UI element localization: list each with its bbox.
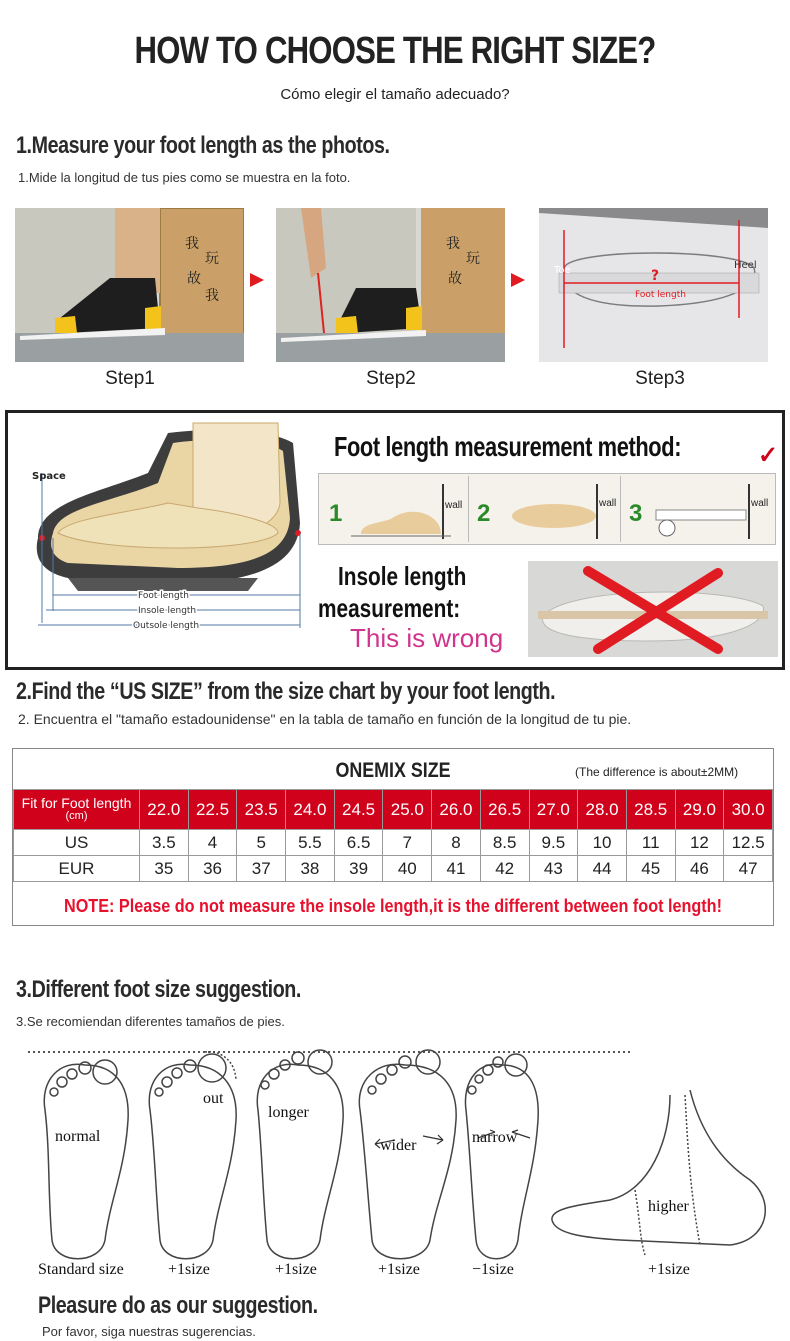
fit-cell: 30.0 (724, 790, 773, 830)
feet-diagram (0, 1040, 790, 1290)
us-cell: 4 (188, 830, 237, 856)
section1-title: 1.Measure your foot length as the photos. (16, 132, 390, 159)
size-chart-title: ONEMIX SIZE (335, 759, 451, 782)
svg-text:我: 我 (446, 236, 460, 252)
fit-cell: 22.0 (140, 790, 189, 830)
eur-cell: 40 (383, 856, 432, 882)
fit-header-label: Fit for Foot length (21, 794, 132, 811)
space-label: Space (32, 471, 66, 482)
fit-cell: 23.5 (237, 790, 286, 830)
us-cell: 8 (432, 830, 481, 856)
insole-title-line-2: measurement: (318, 593, 461, 623)
footer-title: Pleasure do as our suggestion. (38, 1292, 318, 1319)
size-chart (12, 748, 774, 926)
fit-cell: 24.0 (286, 790, 335, 830)
foot-label-narrow: narrow (472, 1129, 518, 1146)
fit-cell: 26.5 (480, 790, 529, 830)
us-cell: 10 (578, 830, 627, 856)
section2-title: 2.Find the “US SIZE” from the size chart by your foot length. (16, 678, 556, 705)
method-panel-3 (623, 476, 773, 542)
eur-cell: 45 (626, 856, 675, 882)
fit-row-header (14, 790, 140, 830)
size-label-standard: Standard size (38, 1261, 124, 1278)
section3-title: 3.Different foot size suggestion. (16, 976, 301, 1003)
fit-header-unit: (cm) (65, 809, 88, 822)
method-title: Foot length measurement method: (334, 431, 682, 462)
size-label-longer: +1size (275, 1261, 317, 1278)
panel-3-number: 3 (629, 500, 643, 527)
eur-cell: 44 (578, 856, 627, 882)
foot-label-out: out (203, 1090, 224, 1107)
step3-photo (539, 208, 768, 362)
us-row (14, 830, 773, 856)
step2-label: Step2 (366, 368, 416, 389)
outsole-length-line-label: Outsole length (133, 621, 200, 631)
step2-photo (276, 208, 505, 362)
footer-subtitle: Por favor, siga nuestras sugerencias. (42, 1324, 256, 1339)
size-table (13, 789, 773, 882)
foot-label-wider: wider (380, 1137, 417, 1154)
size-chart-note: NOTE: Please do not measure the insole length,it is the different between foot length! (64, 896, 722, 916)
method-panel-1 (321, 476, 469, 542)
eur-cell: 38 (286, 856, 335, 882)
fit-cell: 26.0 (432, 790, 481, 830)
foot-length-label: Foot length (635, 290, 686, 300)
this-is-wrong-label: This is wrong (350, 623, 504, 653)
fit-cell: 22.5 (188, 790, 237, 830)
svg-text:玩: 玩 (466, 251, 480, 267)
eur-cell: 35 (140, 856, 189, 882)
eur-cell: 36 (188, 856, 237, 882)
fit-cell: 28.5 (626, 790, 675, 830)
check-icon: ✓ (758, 442, 779, 469)
us-cell: 6.5 (334, 830, 383, 856)
section1-subtitle: 1.Mide la longitud de tus pies como se muestra en la foto. (18, 170, 351, 185)
measurement-method-panel (5, 410, 785, 670)
eur-cell: 37 (237, 856, 286, 882)
eur-cell: 39 (334, 856, 383, 882)
svg-text:故: 故 (448, 271, 462, 287)
size-label-out: +1size (168, 1261, 210, 1278)
panel-2-number: 2 (477, 500, 491, 527)
arrow-right-icon (250, 273, 264, 287)
eur-cell: 46 (675, 856, 724, 882)
wall-label: wall (751, 498, 769, 509)
heel-label: Heel (734, 260, 757, 271)
eur-row (14, 856, 773, 882)
step1-photo (15, 208, 244, 362)
fit-row (14, 790, 773, 830)
fit-cell: 25.0 (383, 790, 432, 830)
us-cell: 8.5 (480, 830, 529, 856)
us-cell: 11 (626, 830, 675, 856)
wall-label: wall (599, 498, 617, 509)
section3-subtitle: 3.Se recomiendan diferentes tamaños de pies. (16, 1014, 285, 1029)
svg-text:我: 我 (185, 236, 199, 252)
svg-text:故: 故 (187, 271, 201, 287)
size-chart-diff-note: (The difference is about±2MM) (575, 765, 739, 779)
size-label-narrow: −1size (472, 1261, 514, 1278)
insole-wrong-photo (528, 561, 778, 657)
arrow-right-icon (511, 273, 525, 287)
insole-title-line-1: Insole length (338, 561, 467, 591)
us-cell: 9.5 (529, 830, 578, 856)
us-cell: 5 (237, 830, 286, 856)
insole-length-line-label: Insole length (138, 606, 197, 616)
fit-cell: 29.0 (675, 790, 724, 830)
panel-1-number: 1 (329, 500, 343, 527)
us-cell: 12.5 (724, 830, 773, 856)
fit-cell: 27.0 (529, 790, 578, 830)
size-label-higher: +1size (648, 1261, 690, 1278)
shoe-diagram (8, 413, 308, 667)
us-cell: 3.5 (140, 830, 189, 856)
section2-subtitle: 2. Encuentra el "tamaño estadounidense" en la tabla de tamaño en función de la longitud de tu pie. (18, 711, 632, 727)
question-label: ? (651, 268, 660, 284)
us-cell: 5.5 (286, 830, 335, 856)
svg-text:我: 我 (205, 288, 219, 304)
us-cell: 7 (383, 830, 432, 856)
eur-cell: 43 (529, 856, 578, 882)
size-label-wider: +1size (378, 1261, 420, 1278)
us-cell: 12 (675, 830, 724, 856)
toe-label: Toe (554, 265, 571, 276)
method-panel-2 (471, 476, 621, 542)
method-panels (318, 473, 776, 545)
fit-cell: 28.0 (578, 790, 627, 830)
eur-cell: 42 (480, 856, 529, 882)
foot-label-normal: normal (55, 1128, 101, 1145)
eur-cell: 47 (724, 856, 773, 882)
svg-text:玩: 玩 (205, 251, 219, 267)
fit-cell: 24.5 (334, 790, 383, 830)
page-subtitle: Cómo elegir el tamaño adecuado? (280, 86, 510, 103)
foot-length-line-label: Foot length (138, 591, 189, 601)
wall-label: wall (445, 500, 463, 511)
eur-cell: 41 (432, 856, 481, 882)
page-title: HOW TO CHOOSE THE RIGHT SIZE? (134, 30, 656, 72)
eur-row-header: EUR (14, 856, 140, 882)
foot-label-longer: longer (268, 1104, 309, 1121)
us-row-header: US (14, 830, 140, 856)
foot-label-higher: higher (648, 1198, 689, 1215)
step1-label: Step1 (105, 368, 155, 389)
step3-label: Step3 (635, 368, 685, 389)
